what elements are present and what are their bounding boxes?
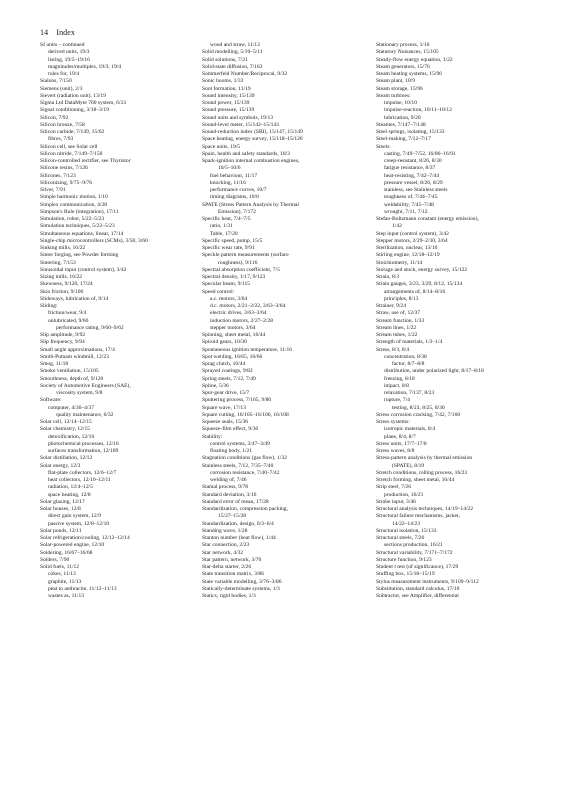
index-entry: Steels: [376,143,391,150]
index-entry: sections production, 16/21 [384,542,443,549]
index-entry: Stanton number (heat flow), 1/44 [202,535,276,541]
index-entry: Solar refrigeration/cooling, 12/12–12/14 [40,535,130,541]
index-entry: surfaces transformation, 12/189 [48,448,119,454]
index-entry: Strainer, 9/24 [376,303,406,309]
index-entry: production, 16/21 [384,491,424,498]
index-entry: Sound-level meter, 15/142–15/143 [202,121,279,128]
index-entry: Space units, 19/5 [202,143,241,150]
index-entry: a.c. motors, 3/64 [210,295,248,302]
index-entry: Sonic booms, 1/33 [202,78,244,85]
index-entry: magnitudes/multiples, 19/3, 19/4 [48,63,122,70]
index-entry: Skewness, 9/120, 17/24 [40,281,93,288]
index-entry: Square wave, 17/13 [202,404,246,411]
index-entry: Spiroid gears, 10/30 [202,339,247,346]
index-entry: Subtractor, see Amplifier, differential [376,593,459,599]
index-entry: detoxification, 12/16 [48,433,95,440]
index-entry: passive system, 12/8–12/10 [48,520,110,527]
index-entry: Silicon bronze, 7/58 [40,121,85,128]
index-entry: impulse, 10/10 [384,100,417,106]
index-entry: Society of Automotive Engineers (SAE), [40,382,131,389]
index-entry: induction motors, 2/27–2/28 [210,317,274,324]
index-entry: knocking, 11/16 [210,179,246,186]
index-entry: Small angle approximations, 17/4 [40,346,115,353]
index-entry: Software: [40,397,62,404]
index-entry: toughness of, 7/44–7/45 [384,194,438,201]
index-entry: Spontaneous ignition temperature, 11/16 [202,346,293,353]
index-entry: Stability: [202,433,223,440]
index-entry: Stress waves, 8/8 [376,448,415,454]
index-entry: Stream lines, 1/22 [376,324,417,331]
index-entry: plane, 8/4, 8/7 [384,433,416,440]
index-entry: Solar energy, 12/3 [40,462,81,469]
index-entry: Strength of materials, 1/3–1/4 [376,339,443,346]
index-entry: casting, 7/49–7/52, 16/86–16/91 [384,150,456,157]
index-entry: Storage and stock, energy survey, 15/122 [376,266,468,273]
page-number: 14 [40,28,49,37]
index-entry: Standardization, compression packing, [202,506,288,512]
index-entry: Sialons, 7/150 [40,78,72,85]
index-entry: Sinter forging, see Powder forming [40,252,119,259]
index-entry: Sliding: [40,303,58,309]
index-entry: friction/wear, 9/4 [48,310,87,317]
index-entry: Star-delta starter, 2/26 [202,564,252,570]
index-entry: stepper motors, 3/64 [210,324,256,331]
index-entry: Skin friction, 9/106 [40,288,84,295]
index-entry: fuel behaviour, 11/17 [210,172,258,179]
index-entry: Strobe input, 3/46 [376,498,416,505]
index-entry: Specific heat, 7/4–7/5 [202,216,251,222]
index-entry: Stream tubes, 1/22 [376,332,418,338]
index-entry: heat collectors, 12/10–12/11 [48,477,111,483]
index-entry: Steady-flow energy equation, 1/22 [376,56,453,63]
index-entry: Substitution, standard calculus, 17/10 [376,585,460,592]
index-entry: Soot formation, 11/19 [202,85,251,92]
index-entry: Silicon cell, see Solar cell [40,143,98,150]
index-entry: cokes, 11/13 [48,571,76,578]
index-entry: pressure vessel, 8/26, 8/29 [384,179,443,186]
index-entry: Sprayed coatings, 9/82 [202,368,253,375]
index-entry: creep-resistant, 8/26, 8/30 [384,158,442,164]
index-entry: viscosity system, 9/8 [56,390,103,396]
index-entry: Space heating, energy survey, 15/118–15/120 [202,136,303,143]
index-entry: fibres, 7/93 [48,136,74,143]
index-columns [40,42,548,600]
index-entry: Sinking mills, 16/22 [40,245,86,251]
index-entry: Squeeze-film effect, 9/36 [202,426,259,433]
index-entry: freezing, 8/18 [384,375,415,382]
index-entry: Statutory Nuisances, 15/105 [376,49,439,56]
index-entry: listing, 19/5–19/16 [48,56,90,63]
index-entry: Step input (control system), 3/42 [376,230,449,237]
index-entry: Smoke ventilation, 15/105 [40,368,99,375]
index-entry: State variable modelling, 3/76–3/86 [202,578,282,585]
index-entry: Steel springs, isolating, 15/133 [376,129,445,135]
index-entry: Structural variability, 7/171–7/172 [376,549,453,556]
index-entry: Stuffing box, 15/18–15/19 [376,571,435,578]
index-entry: Steatites, 7/147–7/148 [376,121,426,128]
index-entry: Spectral density, 1/17, 9/123 [202,274,266,280]
index-entry: Spectral absorption coefficient, 7/5 [202,266,280,273]
index-entry: Specific wear rate, 9/91 [202,245,255,251]
index-entry: space heating, 12/8 [48,491,91,498]
index-entry: Slip amplitude, 9/92 [40,332,86,338]
index-entry: Stationary process, 1/16 [376,42,430,48]
index-entry: Smith-Putnam windmill, 12/23 [40,353,109,360]
index-entry: Soldering, 16/67–16/68 [40,549,93,556]
index-entry: Stainless steels, 7/12, 7/35–7/40 [202,462,274,469]
index-entry: Solar chemistry, 12/15 [40,426,91,433]
index-entry: Solid modelling, 5/10–5/11 [202,49,263,56]
index-entry: radiation, 12/4–12/5 [48,484,93,491]
index-entry: Squeeze seals, 15/36 [202,419,249,425]
index-entry: arrangements of, 8/14–8/16 [384,288,446,295]
index-entry: Solar ponds, 12/11 [40,527,82,534]
index-entry: Smoothness, depth of, 9/120 [40,375,104,382]
index-entry: Simulation, robot, 5/22–5/23 [40,216,105,222]
index-entry: Structural failure mechanisms, jacket, [376,513,460,520]
index-entry: Steam generators, 15/76 [376,63,430,70]
index-entry: State transition matrix, 3/86 [202,571,264,578]
index-entry: Sputtering process, 7/165, 9/80 [202,397,272,404]
index-entry: Steam heating systems, 15/96 [376,71,442,77]
index-entry: quality maintenance, 6/32 [56,411,114,418]
index-entry: Sound-reduction index (SRI), 15/147, 15/149 [202,129,303,135]
index-entry: Simple harmonic motion, 1/10 [40,194,108,201]
index-entry: Siliconizing, 9/75–9/76 [40,179,93,186]
index-entry: Signal conditioning, 3/18–3/19 [40,107,109,114]
index-entry: Specific speed, pump, 15/5 [202,237,263,244]
index-entry: 1/42 [392,223,402,230]
index-entry: flat-plate collectors, 12/6–12/7 [48,469,117,476]
index-entry: Sprag clutch, 10/44 [202,361,246,367]
index-entry: Strain gauges, 3/23, 3/29, 8/12, 15/134 [376,281,463,288]
index-entry: Sommerfeld Number/Reciprocal, 9/32 [202,71,288,77]
index-entry: Specular beam, 9/115 [202,281,251,288]
index-entry: Steam storage, 15/96 [376,85,423,92]
index-entry: 14/22–14/23 [392,520,421,527]
index-entry: Stoichiometry, 11/14 [376,259,423,266]
index-entry: Solar-powered engine, 12/10 [40,542,105,549]
index-entry: weldability, 7/45–7/48 [384,201,434,208]
index-entry: Structural analysis techniques, 14/19–14/22 [376,506,474,512]
index-entry: Stylus measurement instruments, 9/109–9/112 [376,578,479,585]
index-entry: Silver, 7/91 [40,187,66,193]
index-entry: Stamal process, 9/78 [202,484,249,491]
index-entry: welding of, 7/46 [210,477,247,483]
index-entry: Structural steels, 7/26 [376,535,425,541]
index-entry: Solid-state diffusion, 7/163 [202,63,263,70]
index-entry: wood and straw, 11/12 [210,42,260,48]
index-entry: floating body, 1/21 [210,448,253,454]
index-entry: SI units – continued [40,42,85,48]
index-entry: Stress corrosion cracking, 7/42, 7/160 [376,411,461,418]
index-entry: heat-resisting, 7/42–7/44 [384,172,440,179]
index-entry: Simultaneous equations, linear, 17/14 [40,230,124,237]
index-entry: performance rating, 9/60–9/62 [56,324,124,331]
index-entry: Spain, health and safety standards, 18/3 [202,150,290,157]
index-entry: Single-chip microcontrollers (SCMs), 3/58, 3/60 [40,237,148,244]
index-entry: Strain, 8/3 [376,274,400,280]
index-entry: Structural isolation, 15/133 [376,527,437,534]
index-entry: Statics, rigid bodies, 1/3 [202,593,256,599]
index-entry: 15/27–15/28 [218,513,247,520]
index-entry: Sound power, 15/139 [202,100,250,106]
index-entry: Strip steel, 7/26 [376,484,411,491]
index-entry: Spot welding, 16/65, 16/66 [202,353,263,360]
index-entry: Solid fuels, 11/12 [40,564,80,570]
index-entry: Stretch forming, sheet metal, 16/44 [376,477,455,483]
index-entry: Silicones, 7/123 [40,172,76,179]
index-entry: Stress, 8/3, 8/4 [376,346,409,353]
index-entry: Emission), 7/172 [218,208,256,215]
index-entry: rupture, 7/4 [384,397,410,404]
index-entry: performance curves, 10/7 [210,187,267,193]
index-entry: Slideways, lubrication of, 9/14 [40,295,109,302]
index-entry: Sterilization, nuclear, 13/10 [376,245,438,251]
index-entry: Spark-ignition internal combustion engines, [202,158,300,164]
index-entry: Steam plant, 10/9 [376,78,415,85]
index-entry: Standardization, design, 6/3–6/4 [202,520,274,527]
index-entry: Stress systems: [376,419,410,425]
index-entry: Steam turbines: [376,92,411,99]
index-entry: graphite, 11/13 [48,578,82,585]
index-entry: Sinusoidal input (control system), 3/42 [40,266,127,273]
index-entry: Sintering, 7/153 [40,259,76,266]
index-entry: control systems, 3/47–3/49 [210,440,270,447]
index-entry: Spinning, sheet metal, 16/44 [202,332,266,338]
index-entry: computer, 4/36–4/37 [48,404,94,411]
index-entry: rules for, 19/4 [48,71,80,77]
page-title: Index [56,28,76,37]
index-entry: unlubricated, 9/60 [48,317,89,324]
index-entry: corrosion resistance, 7/40–7/42 [210,469,280,476]
index-entry: Stream function, 1/33 [376,317,425,324]
index-entry: Square cutting, 16/105–16/106, 16/108 [202,411,289,418]
index-entry: Standard error of mean, 17/28 [202,498,269,505]
index-entry: stainless, see Stainless steels [384,187,448,193]
index-entry: testing, 8/23, 8/25, 8/30 [392,404,445,411]
index-entry: Stress-pattern analysis by thermal emission [376,455,473,462]
index-entry: Sound units and symbols, 19/13 [202,114,274,121]
index-column-2 [202,42,376,600]
index-entry: roughness), 9/116 [218,259,258,266]
index-entry: Stirling engine, 12/18–12/19 [376,252,440,259]
index-entry: Star pattern, network, 3/70 [202,556,262,563]
index-entry: isotropic materials, 8/4 [384,426,435,433]
index-entry: Simulation techniques, 5/22–5/23 [40,223,115,230]
index-column-3 [376,42,548,600]
page-header [40,28,75,37]
index-entry: Simpson's Rule (integration), 17/11 [40,208,119,215]
index-entry: direct gain system, 12/9 [48,513,101,520]
index-entry: Spring steels, 7/12, 7/49 [202,375,256,382]
index-entry: Standing wave, 1/28 [202,527,248,534]
index-entry: wrought, 7/11, 7/12 [384,208,428,215]
index-entry: Sound pressure, 15/139 [202,107,255,114]
index-entry: Smog, 11/18 [40,361,69,367]
index-entry: Speed control: [202,288,235,295]
index-entry: impact, 8/8 [384,382,409,389]
index-entry: Table, 17/20 [210,230,238,237]
index-entry: Stagnation conditions (gas flow), 1/32 [202,455,287,462]
index-entry: Simplex communication, 4/28 [40,201,108,208]
index-entry: ratio, 1/31 [210,223,233,230]
index-entry: Solar distillation, 12/12 [40,455,93,462]
index-entry: factor, 8/7–8/8 [392,361,425,367]
index-entry: wastes as, 11/13 [48,593,84,599]
index-entry: Solid solutions, 7/21 [202,56,248,63]
index-entry: fatigue resistance, 8/37 [384,165,436,172]
index-entry: electric drives, 3/63–3/64 [210,310,267,317]
index-entry: (SPATE), 8/19 [392,462,425,469]
index-entry: Structure function, 9/123 [376,556,432,563]
index-entry: Spline, 5/36 [202,382,229,389]
index-entry: Steel-making, 7/12–7/17 [376,136,431,143]
index-entry: impulse-reaction, 10/11–10/12 [384,107,452,114]
index-entry: timing diagrams, 10/6 [210,194,259,201]
index-entry: Sizing mills, 16/22 [40,274,83,280]
index-entry: Sigma Ltd DataMyte 760 system, 6/33 [40,100,126,106]
index-entry: Statically-determinate systems, 1/3 [202,585,280,592]
index-entry: Student t test (of significance), 17/29 [376,564,459,570]
index-entry: SPATE (Stress Pattern Analysis by Thermal [202,201,299,208]
index-entry: Solar houses, 12/8 [40,506,81,512]
index-entry: Solar glazing, 12/17 [40,498,85,505]
index-entry: Speckle pattern measurements (surface [202,252,289,259]
index-entry: Silicon carbide, 7/149, 15/62 [40,129,105,135]
index-entry: Stress units, 17/7–17/8 [376,440,427,447]
index-entry: Stepper motors, 2/29–2/30, 3/64 [376,237,448,244]
index-entry: Silicon, 7/92 [40,114,69,121]
index-entry: Stefan-Boltzmann constant (energy emission), [376,216,479,222]
index-entry: Star connection, 2/23 [202,542,250,549]
index-column-1 [40,42,202,600]
index-entry: Solar cell, 12/14–12/15 [40,419,92,425]
index-entry: d.c. motors, 2/21–2/22, 3/63–3/64 [210,303,286,309]
index-entry: Star network, 4/32 [202,549,244,556]
index-entry: principles, 8/13 [384,295,419,302]
index-entry: Stretch conditions, rolling process, 16/23 [376,469,468,476]
index-entry: lubrication, 9/20 [384,114,421,121]
index-entry: Standard deviation, 3/16 [202,491,257,498]
index-entry: Spur-gear drive, 15/7 [202,390,250,396]
index-entry: Sound intensity, 15/139 [202,92,255,99]
index-entry: Silicone resins, 7/126 [40,165,88,172]
index-entry: Slip frequency, 9/94 [40,339,85,346]
index-entry: Sievert (radiation unit), 13/19 [40,92,106,99]
index-entry: relaxation, 7/137, 8/23 [384,390,435,396]
index-entry: Siemens (unit), 2/3 [40,85,83,92]
index-entry: Solders, 7/90 [40,556,70,563]
index-entry: derived units, 19/3 [48,49,90,56]
index-entry: photochemical processes, 12/16 [48,440,119,447]
index-entry: distribution, under polarized light, 8/17–8/18 [384,368,484,375]
index-entry: 10/5–10/6 [218,165,241,172]
index-entry: concentration, 8/38 [384,353,427,360]
index-entry: peat to anthracite, 11/12–11/13 [48,585,117,592]
index-entry: Silicon-controlled rectifier, see Thyristor [40,158,131,164]
index-entry: Straw, use of, 12/37 [376,310,421,317]
index-entry: Silicon nitride, 7/149–7/150 [40,150,103,157]
